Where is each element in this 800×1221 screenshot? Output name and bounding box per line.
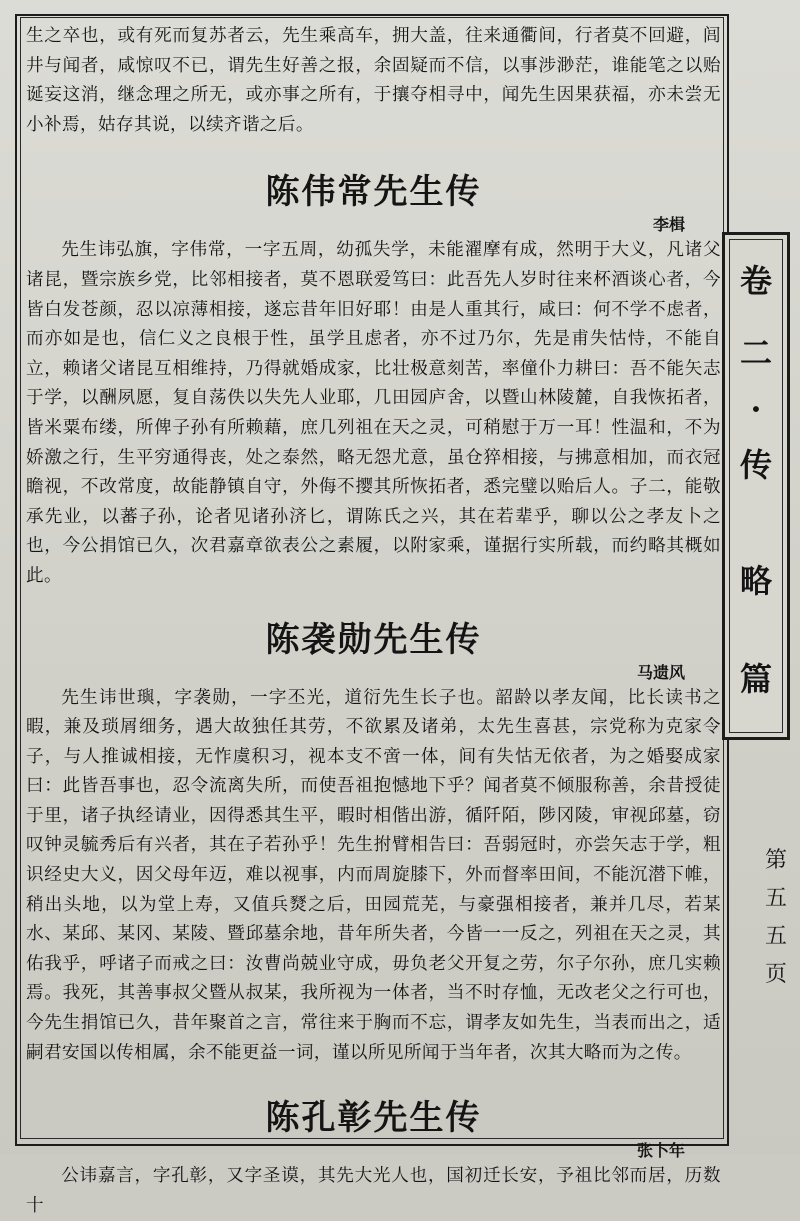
section-body: 先生讳世璵，字袭勋，一字丕光，道衍先生长子也。韶龄以孝友闻，比长读书之暇，兼及琐屑细务，遇大故独任其劳，不欲累及诸弟，太先生喜甚，宗党称为克家令子，与人推诚相接，无怍虞积习，视本支不啻一体，间有失怙无依者，为之婚娶成家曰：此皆吾事也，忍令流离失所，而使吾祖抱憾地下乎？闻者莫不倾服称善，余昔授徒于里，诸子执经请业，因得悉其生平，暇时相偕出游，循阡陌，陟冈陵，审视邱墓，窃叹钟灵毓秀后有兴者，其在子若孙乎！先生拊臂相告曰：吾弱冠时，亦尝矢志于学，粗识经史大义，因父母年迈，难以视事，内而周旋膝下，外而督率田间，不能沉潜下帷，稍出头地，以为堂上寿，又值兵燹之后，田园荒芜，与豪强相接者，兼并几尽，若某水、某邱、某冈、某陵、暨邱墓余地，昔年所失者，今皆一一反之，列祖在天之灵，其佑我乎，呼诸子而戒之曰：汝曹尚兢业守成，毋负老父开复之劳，尔子尔孙，庶几实赖焉。我死，其善事叔父暨从叔某，我所视为一体者，当不时存恤，无改老父之行可也，今先生捐馆已久，昔年聚首之言，常往来于胸而不忘，谓孝友如先生，当表而出之，适嗣君安国以传相属，余不能更益一词，谨以所见所闻于当年者，次其大略而为之传。 — [26, 687, 721, 1063]
corner-ornament — [723, 233, 735, 245]
section-title-chen-kongzhang: 陈孔彰先生传 — [265, 1098, 482, 1139]
intro-paragraph: 生之卒也，或有死而复苏者云，先生乘高车，拥大盖，往来通衢间，行者莫不回避，闾井与闻者，咸惊叹不已，谓先生好善之报，余固疑而不信，以事涉渺茫，谁能笔之以贻诞妄这消，继念理之所无，或亦事之所有，于攘夺相寻中，闻先生因果获福，亦未尝无小补焉，姑存其说，以续齐谐之后。 — [26, 26, 721, 135]
section-author: 马遗风 — [636, 662, 685, 682]
side-tab-char: 略 — [739, 562, 772, 600]
chapter-side-tab — [722, 232, 790, 740]
side-tab-char: · — [750, 390, 762, 428]
page-number-char: 第 — [764, 848, 787, 873]
side-tab-char: 卷 — [739, 262, 772, 300]
section-body: 公讳嘉言，字孔彰，又字圣谟，其先大光人也，国初迁长安，予祖比邻而居，历数十 — [26, 1166, 721, 1216]
section-body: 先生讳弘旗，字伟常，一字五周，幼孤失学，未能濯摩有成，然明于大义，凡诸父诸昆，暨宗族乡党，比邻相接者，莫不恩联爱笃曰：此吾先人岁时往来杯酒谈心者，今皆白发苍颜，忍以凉薄相接，遂忘昔年旧好耶！由是人重其行，咸曰：何不学不虑者，而亦如是也，信仁义之良根于性，虽学且虑者，亦不过乃尔，先是甫失怙恃，不能自立，赖诸父诸昆互相维持，乃得就婚成家，比壮极意刻苦，率僮仆力耕曰：吾不能矢志于学，以酬夙愿，复自荡佚以失先人业耶，几田园庐舍，以暨山林陵麓，自我恢拓者，皆米粟布缕，所俾子孙有所赖藉，庶几列祖在天之灵，可稍慰于万一耳！性温和，不为娇激之行，生平穷通得丧，处之泰然，略无怨尤意，虽仓猝相接，与拂意相加，而衣冠瞻视，不改常度，故能静镇自守，外侮不撄其所恢拓者，悉完璧以贻后人。子二，能敬承先业，以蕃子孙，论者见诸孙济匕，谓陈氏之兴，其在若辈乎，聊以公之孝友卜之也，今公捐馆已久，次君嘉章欲表公之素履，以附家乘，谨据行实所载，而约略其概如此。 — [26, 240, 721, 586]
section-title-chen-xixun: 陈袭勋先生传 — [265, 619, 482, 660]
side-tab-char: 篇 — [739, 660, 772, 698]
side-tab-inner-border — [729, 239, 783, 733]
side-tab-char: 传 — [739, 446, 772, 484]
section-author: 李楫 — [652, 215, 685, 235]
corner-ornament — [777, 727, 789, 739]
page-number-char: 五 — [764, 886, 787, 911]
section-title-chen-weichang: 陈伟常先生传 — [265, 172, 482, 213]
corner-ornament — [777, 233, 789, 245]
page-number-char: 五 — [764, 924, 787, 949]
page-number-char: 页 — [764, 962, 787, 987]
corner-ornament — [723, 727, 735, 739]
page-content — [26, 22, 721, 1221]
section-author: 张卜年 — [636, 1141, 685, 1161]
side-tab-char: 二 — [739, 334, 772, 372]
